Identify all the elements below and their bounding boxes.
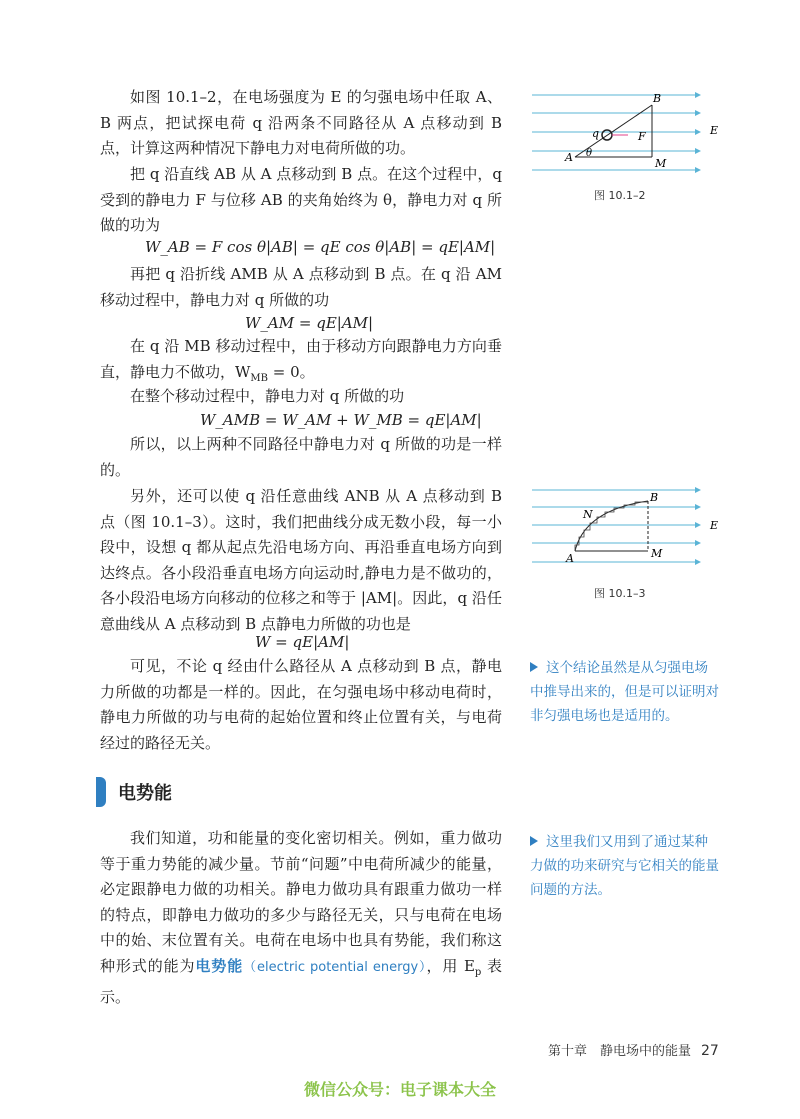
pe-english-term: （electric potential energy） <box>243 959 427 975</box>
note-arrow-icon <box>530 662 538 672</box>
mb-segment-tail: = 0。 <box>268 362 315 381</box>
fig1-label-m: M <box>655 157 667 170</box>
equation-w: W = qE|AM| <box>255 633 350 651</box>
page-number: 27 <box>701 1043 719 1059</box>
conclusion-paragraph: 所以，以上两种不同路径中静电力对 q 所做的功是一样的。 <box>100 435 502 479</box>
margin-note-2-text: 这里我们又用到了通过某种力做的功来研究与它相关的能量问题的方法。 <box>530 834 719 898</box>
figure-10-1-2-caption: 图 10.1–2 <box>594 189 646 202</box>
fig1-label-q: q <box>592 127 600 140</box>
pe-keyword: 电势能 <box>195 956 244 975</box>
figure-10-1-2-diagram <box>530 85 730 180</box>
fig1-label-a: A <box>565 151 573 164</box>
chapter-title: 第十章 静电场中的能量 <box>548 1044 692 1059</box>
intro-paragraph: 如图 10.1–2，在电场强度为 E 的匀强电场中任取 A、B 两点，把试探电荷 q 沿两条不同路径从 A 点移动到 B 点，计算这两种情况下静电力对电荷所做的功。 <box>100 88 502 157</box>
figure-10-1-3 <box>530 485 730 575</box>
equation-w-ab: W_AB = F cos θ|AB| = qE cos θ|AB| = qE|AM| <box>145 238 496 256</box>
section-heading <box>96 777 172 807</box>
mb-segment-paragraph <box>100 334 502 391</box>
equation-w-amb: W_AMB = W_AM + W_MB = qE|AM| <box>200 411 482 429</box>
pe-text-symbol: ，用 E <box>426 956 475 975</box>
page-footer <box>548 1040 719 1059</box>
figure-10-1-2 <box>530 85 730 180</box>
mb-segment-text: 在 q 沿 MB 移动过程中，由于移动方向跟静电力方向垂直，静电力不做功，W <box>100 337 502 381</box>
mb-subscript: MB <box>250 372 269 384</box>
straight-path-paragraph: 把 q 沿直线 AB 从 A 点移动到 B 点。在这个过程中，q 受到的静电力 F 与位移 AB 的夹角始终为 θ，静电力对 q 所做的功为 <box>100 165 502 234</box>
watermark-text: 微信公众号：电子课本大全 <box>303 1080 496 1099</box>
fig2-label-a: A <box>566 552 574 565</box>
fig2-label-b: B <box>650 491 659 504</box>
pe-text-end: 表示。 <box>100 956 502 1006</box>
curve-path-paragraph: 另外，还可以使 q 沿任意曲线 ANB 从 A 点移动到 B 点（图 10.1–3）。这时，我们把曲线分成无数小段，每一小段中，设想 q 都从起点先沿电场方向、再沿垂直电场方向到达终点。各小段沿垂直电场方向运动时,静电力是不做功的，各小段沿电场方向移动的位移之和等于 |AM|。因此，q 沿任意曲线从 A 点移动到 B 点静电力所做的功也是 <box>100 487 502 633</box>
equation-w-am: W_AM = qE|AM| <box>245 314 374 332</box>
margin-note-1 <box>530 656 720 728</box>
fig1-label-theta: θ <box>586 148 593 159</box>
fig1-label-e: E <box>710 124 719 137</box>
fig1-label-f: F <box>638 130 646 143</box>
total-work-paragraph: 在整个移动过程中，静电力对 q 所做的功 <box>130 387 405 405</box>
pe-text: 我们知道，功和能量的变化密切相关。例如，重力做功等于重力势能的减少量。节前“问题”中电荷所减少的能量，必定跟静电力做的功相关。静电力做功具有跟重力做功一样的特点，即静电力做功的多少与路径无关，只与电荷在电场中的始、末位置有关。电荷在电场中也具有势能，我们称这种形式的能为 <box>100 829 502 975</box>
fig2-label-m: M <box>651 547 663 560</box>
section-marker <box>96 777 106 807</box>
fig2-label-e: E <box>710 519 719 532</box>
path-independence-paragraph: 可见，不论 q 经由什么路径从 A 点移动到 B 点，静电力所做的功都是一样的。因此，在匀强电场中移动电荷时，静电力所做的功与电荷的起始位置和终止位置有关，与电荷经过的路径无关。 <box>100 657 502 752</box>
pe-subscript: p <box>474 966 482 978</box>
section-title: 电势能 <box>118 783 172 804</box>
margin-note-1-text: 这个结论虽然是从匀强电场中推导出来的，但是可以证明对非匀强电场也是适用的。 <box>530 660 719 724</box>
note-arrow-icon <box>530 836 538 846</box>
margin-note-2 <box>530 830 720 902</box>
figure-10-1-3-caption: 图 10.1–3 <box>594 587 646 600</box>
potential-energy-paragraph <box>100 826 502 1011</box>
field-lines <box>532 95 700 170</box>
fig2-label-n: N <box>583 508 593 521</box>
figure-10-1-3-diagram <box>530 485 730 575</box>
polyline-path-paragraph: 再把 q 沿折线 AMB 从 A 点移动到 B 点。在 q 沿 AM 移动过程中，静电力对 q 所做的功 <box>100 265 502 309</box>
fig1-label-b: B <box>653 92 662 105</box>
